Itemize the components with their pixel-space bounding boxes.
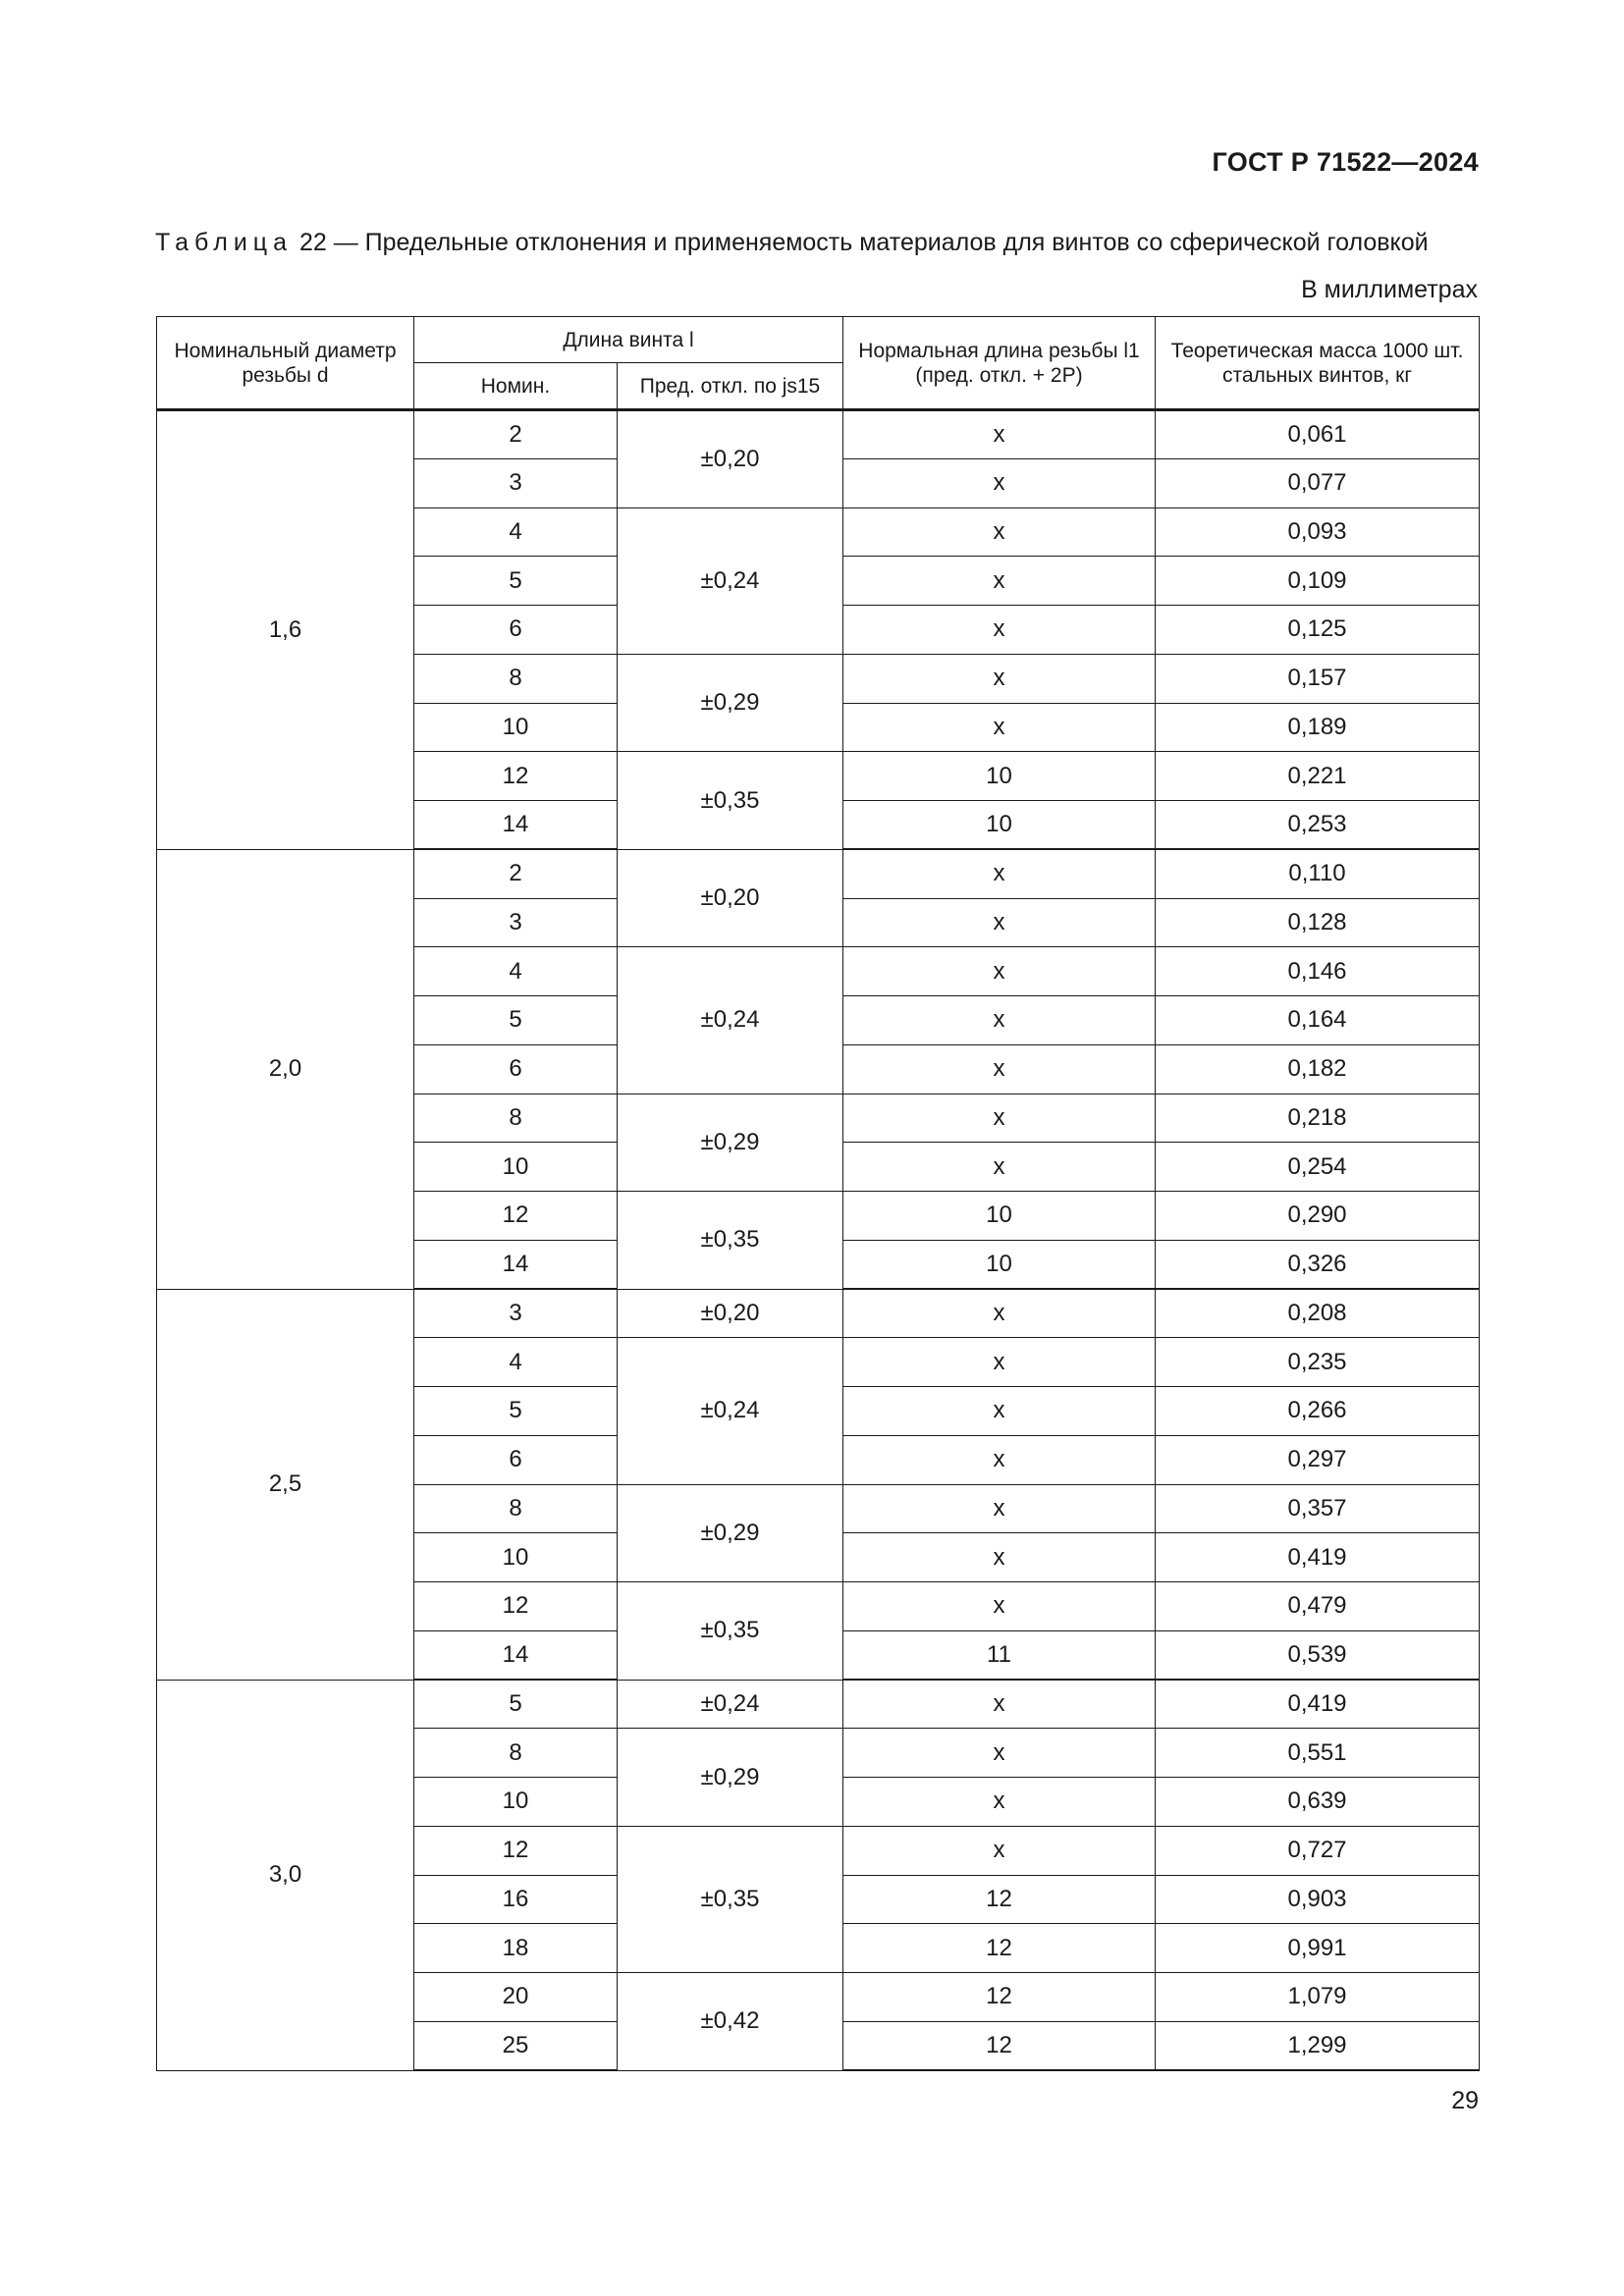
cell-mass: 0,218 [1156, 1094, 1480, 1143]
cell-length: 10 [414, 703, 618, 752]
cell-mass: 0,146 [1156, 947, 1480, 996]
cell-length: 5 [414, 557, 618, 606]
cell-mass: 0,297 [1156, 1435, 1480, 1484]
cell-thread-length: x [843, 458, 1156, 507]
cell-thread-length: x [843, 1826, 1156, 1875]
cell-length: 12 [414, 1826, 618, 1875]
cell-thread-length: x [843, 1094, 1156, 1143]
cell-length: 10 [414, 1533, 618, 1582]
cell-thread-length: x [843, 703, 1156, 752]
cell-tolerance: ±0,29 [618, 1484, 843, 1582]
units-note: В миллиметрах [1301, 276, 1478, 303]
cell-thread-length: 12 [843, 1875, 1156, 1924]
cell-length: 4 [414, 947, 618, 996]
cell-thread-length: x [843, 996, 1156, 1045]
cell-mass: 0,419 [1156, 1533, 1480, 1582]
cell-mass: 0,221 [1156, 752, 1480, 801]
cell-thread-length: 12 [843, 1924, 1156, 1973]
header-tolerance: Пред. откл. по js15 [618, 363, 843, 410]
cell-length: 3 [414, 898, 618, 947]
cell-length: 14 [414, 1630, 618, 1680]
cell-thread-length: 12 [843, 1973, 1156, 2022]
tolerance-table [156, 316, 1480, 2071]
cell-length: 12 [414, 1192, 618, 1241]
cell-mass: 0,189 [1156, 703, 1480, 752]
cell-mass: 0,357 [1156, 1484, 1480, 1533]
cell-thread-length: x [843, 849, 1156, 898]
cell-mass: 0,109 [1156, 557, 1480, 606]
cell-tolerance: ±0,35 [618, 752, 843, 850]
cell-length: 2 [414, 849, 618, 898]
cell-thread-length: x [843, 410, 1156, 459]
table-row [157, 1680, 1480, 1729]
cell-tolerance: ±0,24 [618, 1680, 843, 1729]
cell-tolerance: ±0,24 [618, 947, 843, 1094]
cell-tolerance: ±0,29 [618, 654, 843, 752]
cell-thread-length: x [843, 1387, 1156, 1436]
cell-mass: 0,093 [1156, 507, 1480, 557]
cell-thread-length: x [843, 1680, 1156, 1729]
cell-length: 18 [414, 1924, 618, 1973]
table-caption-label: Таблица [155, 229, 294, 256]
cell-tolerance: ±0,29 [618, 1729, 843, 1827]
cell-tolerance: ±0,24 [618, 1338, 843, 1484]
table-caption [155, 229, 1429, 257]
cell-length: 10 [414, 1143, 618, 1192]
cell-mass: 0,290 [1156, 1192, 1480, 1241]
cell-mass: 0,128 [1156, 898, 1480, 947]
cell-diameter: 3,0 [157, 1680, 414, 2070]
cell-length: 3 [414, 458, 618, 507]
cell-length: 5 [414, 996, 618, 1045]
table-row [157, 849, 1480, 898]
cell-thread-length: 10 [843, 801, 1156, 850]
cell-length: 6 [414, 606, 618, 655]
cell-length: 8 [414, 1484, 618, 1533]
cell-length: 2 [414, 410, 618, 459]
cell-length: 25 [414, 2021, 618, 2070]
cell-tolerance: ±0,35 [618, 1192, 843, 1290]
cell-diameter: 1,6 [157, 410, 414, 850]
cell-length: 5 [414, 1387, 618, 1436]
cell-thread-length: 11 [843, 1630, 1156, 1680]
document-id: ГОСТ Р 71522—2024 [1212, 147, 1479, 177]
cell-thread-length: x [843, 1143, 1156, 1192]
table-row [157, 410, 1480, 459]
table-caption-text: 22 — Предельные отклонения и применяемость материалов для винтов со сферической головкой [293, 229, 1429, 256]
cell-tolerance: ±0,20 [618, 849, 843, 947]
header-length-nominal: Номин. [414, 363, 618, 410]
cell-length: 12 [414, 1582, 618, 1631]
header-diameter: Номинальный диаметр резьбы d [157, 317, 414, 410]
cell-mass: 0,061 [1156, 410, 1480, 459]
cell-mass: 0,479 [1156, 1582, 1480, 1631]
cell-length: 6 [414, 1044, 618, 1094]
cell-thread-length: 10 [843, 1240, 1156, 1289]
cell-length: 8 [414, 654, 618, 703]
cell-mass: 0,110 [1156, 849, 1480, 898]
cell-length: 12 [414, 752, 618, 801]
cell-tolerance: ±0,20 [618, 410, 843, 508]
cell-length: 14 [414, 801, 618, 850]
cell-tolerance: ±0,24 [618, 507, 843, 654]
cell-mass: 0,164 [1156, 996, 1480, 1045]
cell-mass: 0,125 [1156, 606, 1480, 655]
cell-thread-length: x [843, 1533, 1156, 1582]
cell-thread-length: x [843, 1582, 1156, 1631]
page-number: 29 [1451, 2087, 1479, 2114]
cell-mass: 0,903 [1156, 1875, 1480, 1924]
cell-mass: 0,727 [1156, 1826, 1480, 1875]
cell-length: 10 [414, 1778, 618, 1827]
table-row [157, 1289, 1480, 1338]
cell-thread-length: 12 [843, 2021, 1156, 2070]
cell-diameter: 2,5 [157, 1289, 414, 1680]
cell-mass: 0,077 [1156, 458, 1480, 507]
cell-thread-length: x [843, 507, 1156, 557]
cell-diameter: 2,0 [157, 849, 414, 1289]
cell-thread-length: x [843, 654, 1156, 703]
cell-mass: 0,266 [1156, 1387, 1480, 1436]
table-body [157, 410, 1480, 2071]
cell-mass: 0,419 [1156, 1680, 1480, 1729]
cell-thread-length: x [843, 1435, 1156, 1484]
header-thread-length: Нормальная длина резьбы l1 (пред. откл. + 2P) [843, 317, 1156, 410]
cell-mass: 0,253 [1156, 801, 1480, 850]
cell-length: 4 [414, 1338, 618, 1387]
cell-mass: 0,639 [1156, 1778, 1480, 1827]
cell-mass: 0,539 [1156, 1630, 1480, 1680]
cell-length: 14 [414, 1240, 618, 1289]
cell-tolerance: ±0,35 [618, 1826, 843, 1972]
cell-thread-length: x [843, 1729, 1156, 1778]
cell-length: 8 [414, 1729, 618, 1778]
cell-mass: 0,157 [1156, 654, 1480, 703]
cell-thread-length: 10 [843, 1192, 1156, 1241]
cell-tolerance: ±0,42 [618, 1973, 843, 2071]
cell-mass: 1,299 [1156, 2021, 1480, 2070]
cell-thread-length: x [843, 1289, 1156, 1338]
cell-mass: 1,079 [1156, 1973, 1480, 2022]
cell-length: 6 [414, 1435, 618, 1484]
cell-thread-length: x [843, 1044, 1156, 1094]
cell-thread-length: x [843, 606, 1156, 655]
cell-thread-length: x [843, 947, 1156, 996]
cell-thread-length: x [843, 1484, 1156, 1533]
cell-mass: 0,551 [1156, 1729, 1480, 1778]
cell-mass: 0,208 [1156, 1289, 1480, 1338]
cell-mass: 0,254 [1156, 1143, 1480, 1192]
cell-mass: 0,235 [1156, 1338, 1480, 1387]
cell-length: 8 [414, 1094, 618, 1143]
cell-length: 16 [414, 1875, 618, 1924]
cell-tolerance: ±0,29 [618, 1094, 843, 1192]
cell-tolerance: ±0,35 [618, 1582, 843, 1681]
cell-mass: 0,326 [1156, 1240, 1480, 1289]
cell-length: 3 [414, 1289, 618, 1338]
cell-length: 4 [414, 507, 618, 557]
cell-thread-length: x [843, 1778, 1156, 1827]
cell-thread-length: 10 [843, 752, 1156, 801]
cell-tolerance: ±0,20 [618, 1289, 843, 1338]
cell-thread-length: x [843, 557, 1156, 606]
cell-mass: 0,991 [1156, 1924, 1480, 1973]
cell-length: 5 [414, 1680, 618, 1729]
header-length-group: Длина винта l [414, 317, 843, 363]
header-mass: Теоретическая масса 1000 шт. стальных винтов, кг [1156, 317, 1480, 410]
cell-length: 20 [414, 1973, 618, 2022]
cell-mass: 0,182 [1156, 1044, 1480, 1094]
cell-thread-length: x [843, 1338, 1156, 1387]
cell-thread-length: x [843, 898, 1156, 947]
